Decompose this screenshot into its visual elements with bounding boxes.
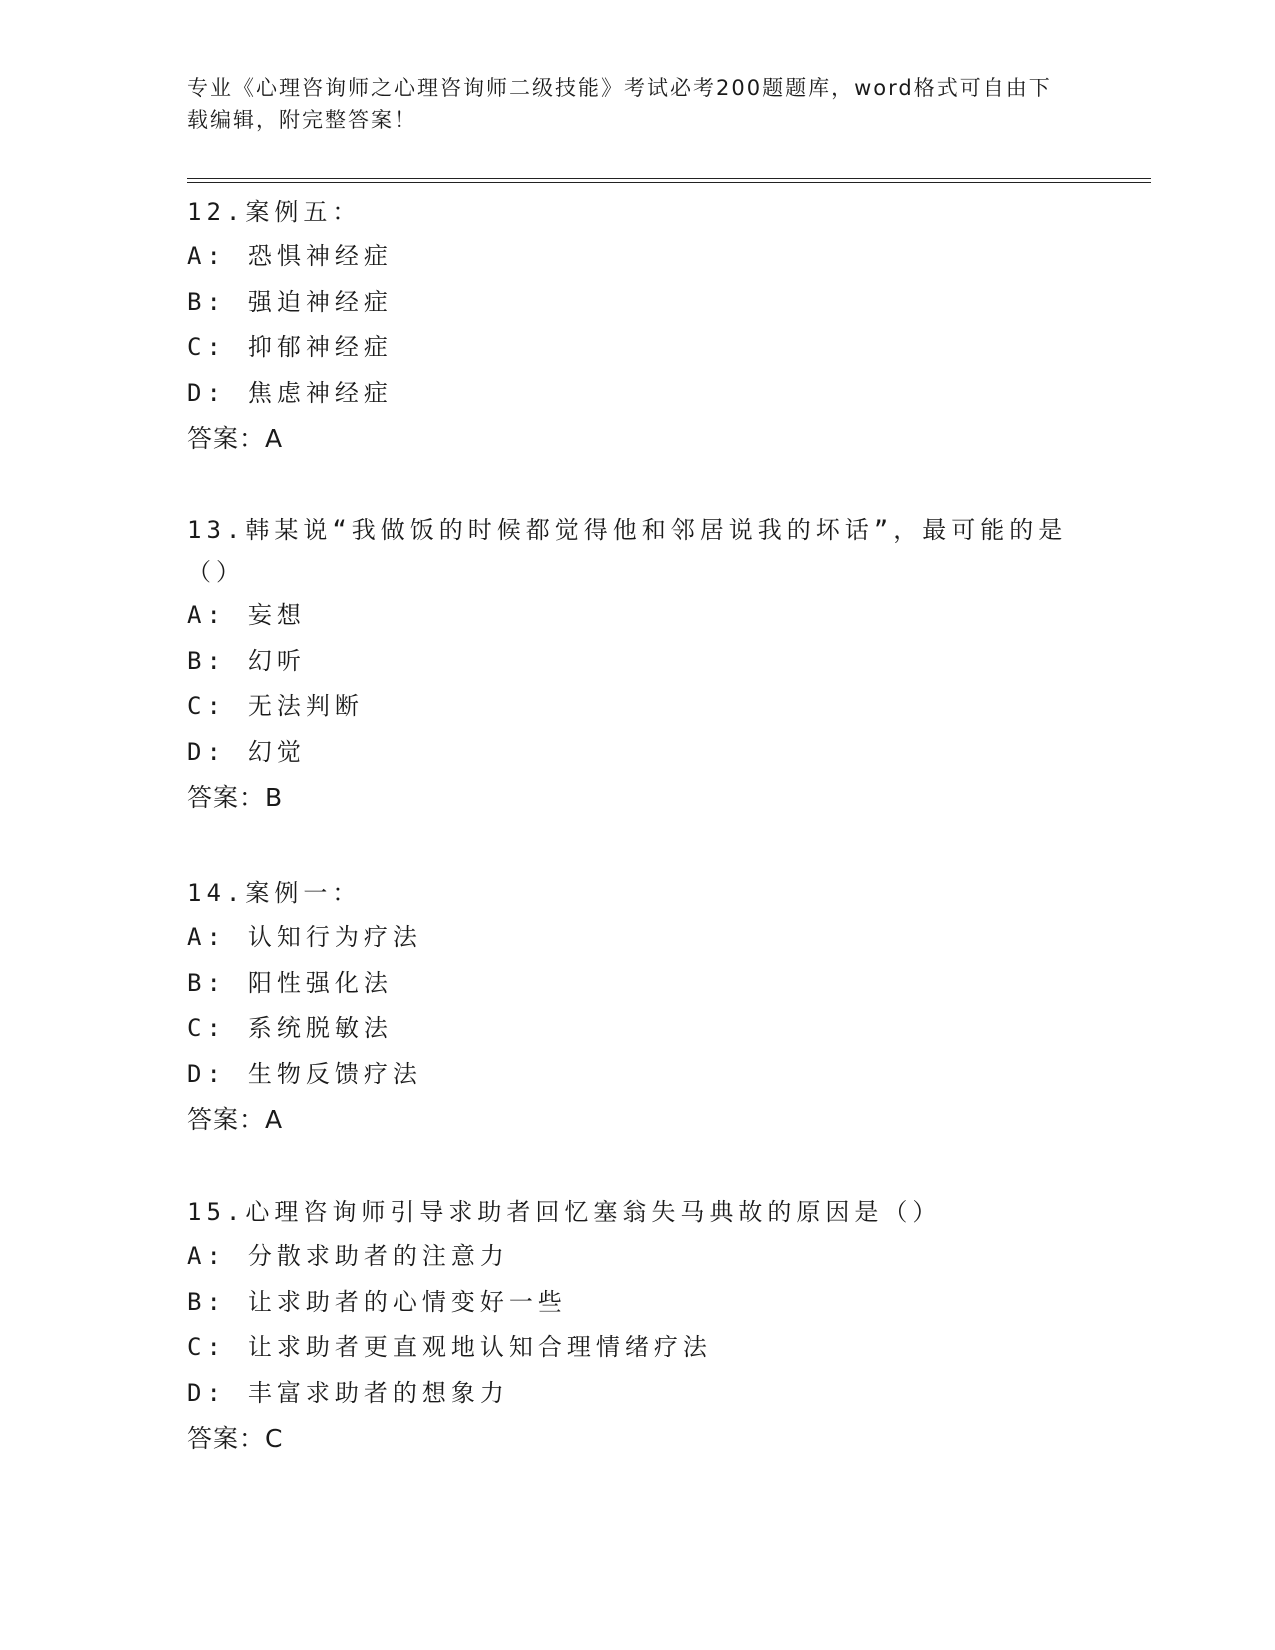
- option-letter: C:: [187, 1333, 226, 1361]
- option-text: 生物反馈疗法: [247, 1059, 422, 1088]
- option-c: [187, 325, 1087, 371]
- option-letter: B:: [187, 287, 226, 316]
- option-letter: B:: [187, 1287, 226, 1316]
- option-text: 恐惧神经症: [247, 242, 393, 270]
- option-letter: D:: [187, 1059, 226, 1088]
- option-text: 系统脱敏法: [247, 1014, 393, 1042]
- option-letter: D:: [187, 378, 226, 407]
- question-stem: 15.心理咨询师引导求助者回忆塞翁失马典故的原因是（）: [187, 1198, 942, 1226]
- option-text: 丰富求助者的想象力: [247, 1378, 509, 1407]
- option-c: [187, 1006, 1087, 1052]
- option-a: [187, 1234, 1087, 1280]
- option-text: 无法判断: [247, 692, 364, 720]
- option-text: 幻觉: [247, 737, 306, 766]
- option-text: 强迫神经症: [247, 287, 393, 316]
- option-a: [187, 234, 1087, 280]
- option-c: [187, 1325, 1087, 1371]
- option-letter: B:: [187, 646, 226, 675]
- option-b: [187, 280, 1087, 326]
- question-15: [187, 1190, 1087, 1462]
- option-letter: A:: [187, 1242, 226, 1270]
- option-d: [187, 1371, 1087, 1417]
- question-stem: 12.案例五：: [187, 198, 362, 226]
- option-a: [187, 593, 1087, 639]
- option-b: [187, 639, 1087, 685]
- answer-line: 答案：A: [187, 424, 284, 453]
- answer-line: 答案：C: [187, 1424, 284, 1453]
- option-letter: B:: [187, 968, 226, 997]
- answer-line: 答案：A: [187, 1105, 284, 1134]
- option-text: 阳性强化法: [247, 968, 393, 997]
- question-stem: 14.案例一：: [187, 879, 362, 907]
- option-letter: C:: [187, 333, 226, 361]
- option-b: [187, 1280, 1087, 1326]
- option-text: 让求助者更直观地认知合理情绪疗法: [247, 1333, 712, 1361]
- answer-line: 答案：B: [187, 783, 284, 812]
- question-14: [187, 871, 1087, 1143]
- option-letter: D:: [187, 1378, 226, 1407]
- option-text: 让求助者的心情变好一些: [247, 1287, 567, 1316]
- question-12: [187, 190, 1087, 462]
- option-letter: C:: [187, 692, 226, 720]
- option-c: [187, 684, 1087, 730]
- option-letter: C:: [187, 1014, 226, 1042]
- option-b: [187, 961, 1087, 1007]
- question-13: [187, 509, 1087, 821]
- option-text: 焦虑神经症: [247, 378, 393, 407]
- document-header: 专业《心理咨询师之心理咨询师二级技能》考试必考200题题库，word格式可自由下载编辑，附完整答案！: [187, 76, 1052, 132]
- option-d: [187, 371, 1087, 417]
- header-rule-top: [187, 178, 1151, 179]
- header-rule-bottom: [187, 182, 1151, 183]
- option-text: 认知行为疗法: [247, 923, 422, 951]
- option-letter: A:: [187, 601, 226, 629]
- option-letter: A:: [187, 923, 226, 951]
- option-d: [187, 730, 1087, 776]
- option-letter: D:: [187, 737, 226, 766]
- option-text: 幻听: [247, 646, 306, 675]
- option-text: 妄想: [247, 601, 306, 629]
- option-text: 抑郁神经症: [247, 333, 393, 361]
- option-letter: A:: [187, 242, 226, 270]
- question-stem: 13.韩某说“我做饭的时候都觉得他和邻居说我的坏话”，最可能的是（）: [187, 516, 1068, 586]
- option-text: 分散求助者的注意力: [247, 1242, 509, 1270]
- option-a: [187, 915, 1087, 961]
- option-d: [187, 1052, 1087, 1098]
